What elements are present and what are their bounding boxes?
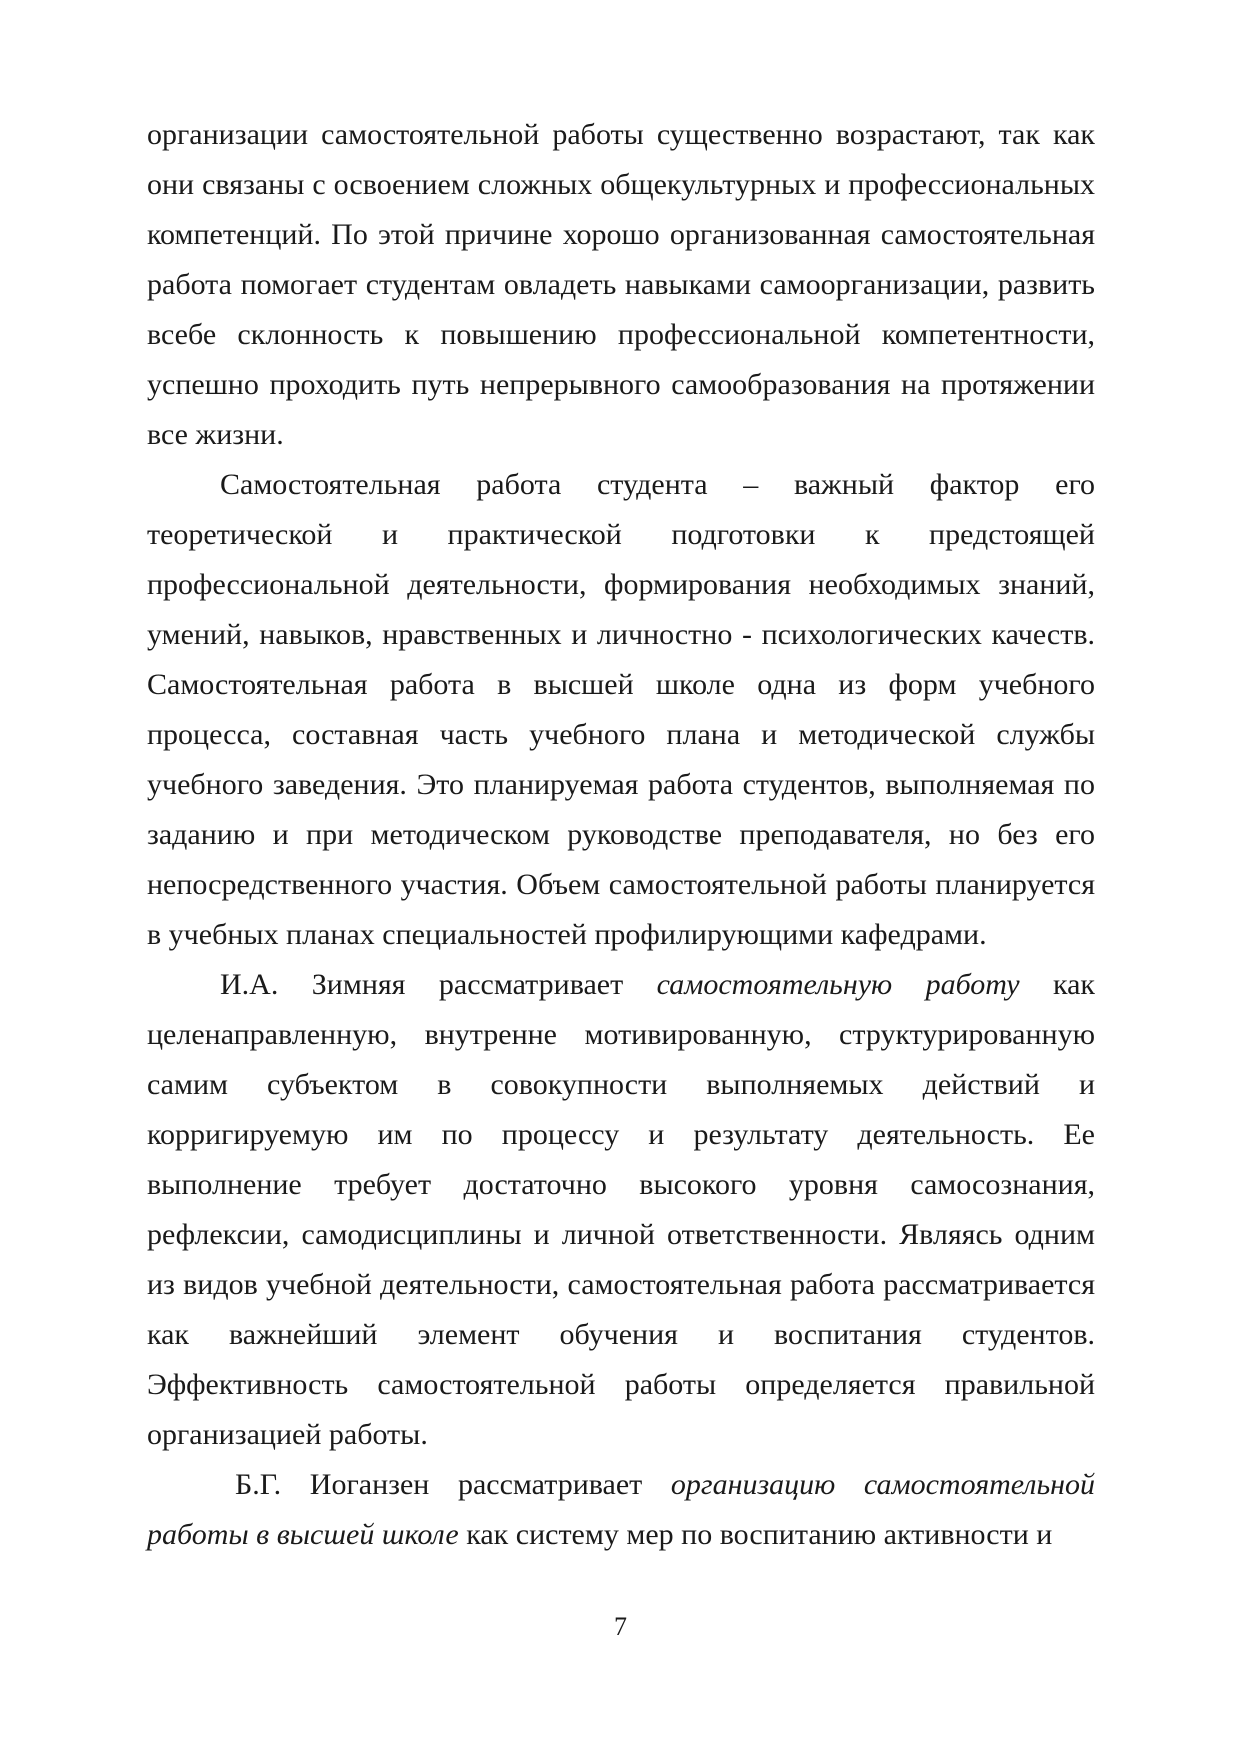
term-organization-of-independent-work: организацию самостоятельной работы в высшей школе	[147, 1468, 1095, 1551]
paragraph-ioganzen-lead: Б.Г. Иоганзен рассматривает	[235, 1468, 671, 1501]
term-independent-work: самостоятельную работу	[656, 968, 1020, 1001]
paragraph-zimnyaya	[147, 960, 1095, 1460]
paragraph-ioganzen-body: как систему мер по воспитанию активности и	[458, 1518, 1053, 1551]
page-number: 7	[614, 1612, 627, 1641]
paragraph-independent-work-factor: Самостоятельная работа студента – важный фактор его теоретической и практической подготовки к предстоящей профессиональной деятельности, формирования необходимых знаний, умений, навыков, нравственных и личностно - психологических качеств. Самостоятельная работа в высшей школе одна из форм учебного процесса, составная часть учебного плана и методической службы учебного заведения. Это планируемая работа студентов, выполняемая по заданию и при методическом руководстве преподавателя, но без его непосредственного участия. Объем самостоятельной работы планируется в учебных планах специальностей профилирующими кафедрами.	[147, 468, 1095, 951]
paragraph-zimnyaya-body: как целенаправленную, внутренне мотивированную, структурированную самим субъектом в совокупности выполняемых действий и корригируемую им по процессу и результату деятельность. Ее выполнение требует достаточно высокого уровня самосознания, рефлексии, самодисциплины и личной ответственности. Являясь одним из видов учебной деятельности, самостоятельная работа рассматривается как важнейший элемент обучения и воспитания студентов. Эффективность самостоятельной работы определяется правильной организацией работы.	[147, 968, 1095, 1451]
body-text	[147, 110, 1095, 1560]
paragraph-ioganzen	[147, 1460, 1095, 1560]
paragraph-continuation: организации самостоятельной работы существенно возрастают, так как они связаны с освоением сложных общекультурных и профессиональных компетенций. По этой причине хорошо организованная самостоятельная работа помогает студентам овладеть навыками самоорганизации, развить всебе склонность к повышению профессиональной компетентности, успешно проходить путь непрерывного самообразования на протяжении все жизни.	[147, 118, 1095, 451]
paragraph-zimnyaya-lead: И.А. Зимняя рассматривает	[220, 968, 657, 1001]
